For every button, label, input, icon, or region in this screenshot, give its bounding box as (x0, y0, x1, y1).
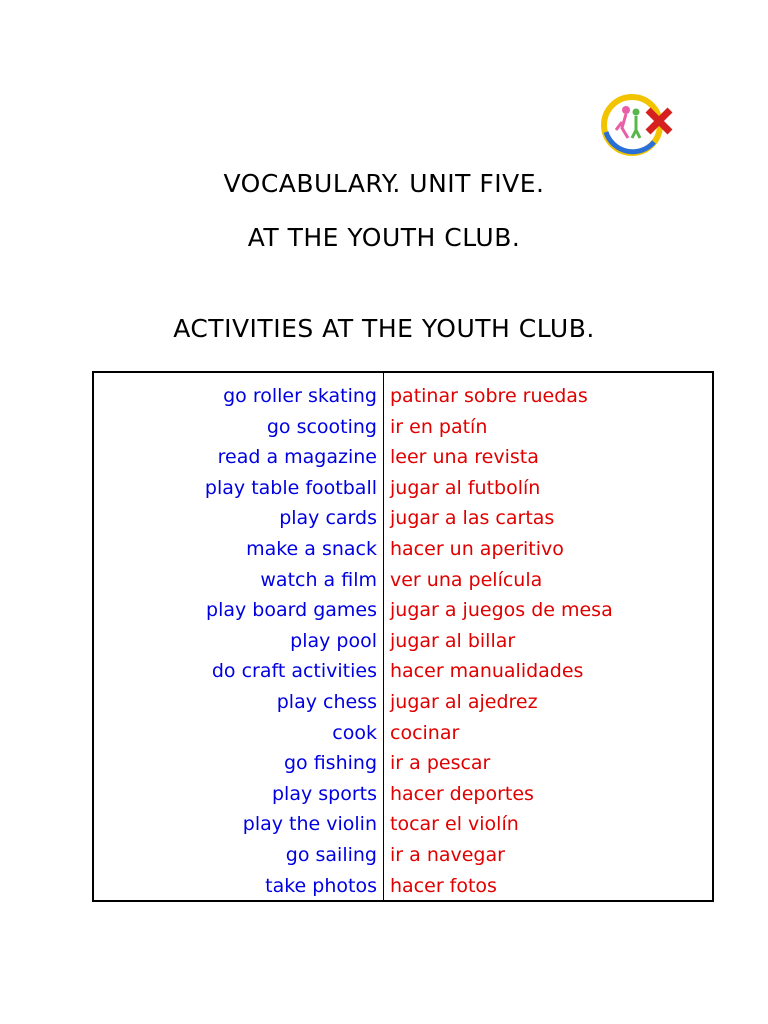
school-logo-icon (592, 92, 678, 158)
english-term: play cards (279, 507, 377, 530)
table-row (94, 871, 712, 902)
table-row (94, 687, 712, 718)
page-title: VOCABULARY. UNIT FIVE. (223, 169, 545, 198)
english-term: cook (332, 721, 377, 744)
english-term: go sailing (285, 843, 377, 866)
table-row (94, 565, 712, 596)
spanish-term: jugar al billar (390, 629, 516, 652)
table-row (94, 626, 712, 657)
english-term: go roller skating (223, 385, 377, 407)
title-block (0, 170, 768, 252)
table-row (94, 748, 712, 779)
spanish-term: hacer manualidades (390, 660, 584, 683)
english-term: play chess (276, 690, 377, 713)
english-term: play pool (290, 629, 377, 652)
section-heading: ACTIVITIES AT THE YOUTH CLUB. (173, 314, 595, 343)
table-row (94, 473, 712, 504)
english-term: play board games (206, 599, 377, 622)
table-row (94, 412, 712, 443)
spanish-term: hacer un aperitivo (390, 537, 564, 560)
english-term: play table football (204, 476, 377, 499)
page-subtitle: AT THE YOUTH CLUB. (247, 223, 521, 252)
english-term: do craft activities (211, 660, 377, 683)
vocabulary-table (92, 371, 714, 902)
spanish-term: cocinar (390, 721, 460, 744)
spanish-term: ir a pescar (390, 752, 491, 775)
table-row (94, 656, 712, 687)
english-term: play the violin (242, 813, 377, 836)
spanish-term: jugar a juegos de mesa (390, 599, 613, 622)
english-term: make a snack (246, 537, 377, 560)
table-row (94, 534, 712, 565)
spanish-term: leer una revista (390, 446, 539, 469)
english-term: read a magazine (217, 446, 377, 469)
english-term: watch a film (260, 568, 377, 591)
spanish-term: patinar sobre ruedas (390, 385, 588, 407)
spanish-term: hacer fotos (390, 874, 497, 897)
table-row (94, 442, 712, 473)
spanish-term: ir en patín (390, 415, 488, 438)
english-term: take photos (265, 874, 377, 897)
spanish-term: ver una película (390, 568, 543, 591)
table-row (94, 595, 712, 626)
table-row (94, 840, 712, 871)
spanish-term: jugar al futbolín (390, 476, 541, 499)
table-row (94, 718, 712, 749)
english-term: play sports (271, 782, 377, 805)
spanish-term: ir a navegar (390, 843, 505, 866)
table-row (94, 779, 712, 810)
english-term: go fishing (283, 752, 377, 775)
spanish-term: hacer deportes (390, 782, 534, 805)
english-term: go scooting (266, 415, 377, 438)
table-row (94, 809, 712, 840)
spanish-term: jugar al ajedrez (390, 690, 538, 713)
spanish-term: jugar a las cartas (390, 507, 555, 530)
table-row (94, 381, 712, 412)
spanish-term: tocar el violín (390, 813, 519, 836)
table-row (94, 503, 712, 534)
vocabulary-rows (94, 381, 712, 901)
